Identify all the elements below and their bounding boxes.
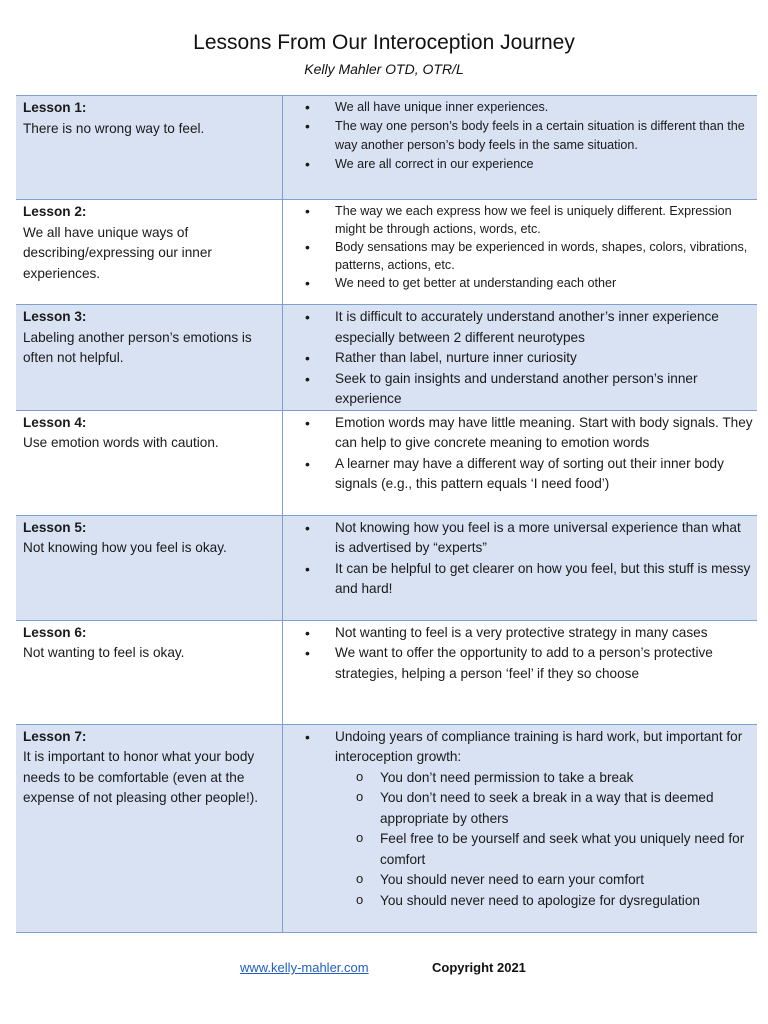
- lessons-table: [16, 95, 757, 933]
- lesson-text: Not wanting to feel is okay.: [23, 645, 185, 660]
- lesson-subpoint: o Feel free to be yourself and seek what you uniquely need for comfort: [380, 829, 753, 870]
- lesson-subpoint: o You should never need to apologize for dysregulation: [380, 891, 753, 912]
- lesson-label: Lesson 4:: [23, 414, 87, 430]
- lesson-row-5: [16, 515, 757, 620]
- lesson-points-cell: [283, 724, 758, 932]
- lesson-cell: [16, 724, 283, 932]
- lesson-points-cell: [283, 515, 758, 620]
- lesson-row-4: [16, 410, 757, 515]
- lesson-points: [293, 98, 753, 174]
- lesson-text: It is important to honor what your body needs to be comfortable (even at the expense of not pleasing other people!).: [23, 749, 259, 805]
- lesson-subpoint: o You don’t need to seek a break in a way that is deemed appropriate by others: [380, 788, 753, 829]
- lesson-row-3: [16, 305, 757, 411]
- lesson-text: Not knowing how you feel is okay.: [23, 540, 227, 555]
- lesson-text: Use emotion words with caution.: [23, 435, 219, 450]
- lesson-label: Lesson 2:: [23, 204, 87, 219]
- lesson-points: [293, 202, 753, 292]
- lesson-point: • The way we each express how we feel is uniquely different. Expression might be through actions, words, etc.: [335, 202, 753, 238]
- lesson-row-7: [16, 724, 757, 932]
- lesson-points: [293, 623, 753, 685]
- lesson-points-cell: [283, 96, 758, 200]
- lesson-subpoint: o You should never need to earn your comfort: [380, 870, 753, 891]
- lesson-label: Lesson 6:: [23, 624, 87, 640]
- copyright-text: Copyright 2021: [432, 960, 526, 975]
- lesson-points: [293, 413, 753, 495]
- lesson-cell: [16, 410, 283, 515]
- lesson-cell: [16, 620, 283, 724]
- lesson-cell: [16, 305, 283, 411]
- lesson-point: • Not knowing how you feel is a more universal experience than what is advertised by “experts”: [335, 518, 753, 559]
- lesson-label: Lesson 5:: [23, 519, 87, 535]
- lesson-point: • It is difficult to accurately understand another’s inner experience especially between 2 different neurotypes: [335, 307, 753, 348]
- lesson-text: Labeling another person’s emotions is often not helpful.: [23, 329, 252, 365]
- lesson-label: Lesson 7:: [23, 728, 87, 744]
- lesson-row-2: [16, 200, 757, 305]
- lesson-cell: [16, 96, 283, 200]
- lesson-point-text: Undoing years of compliance training is hard work, but important for interoception growth:: [335, 728, 743, 764]
- lesson-points: [293, 518, 753, 600]
- lesson-point: • We want to offer the opportunity to add to a person’s protective strategies, helping a person ‘feel’ if they so choose: [335, 643, 753, 684]
- lesson-points: [293, 727, 753, 912]
- lesson-points-cell: [283, 410, 758, 515]
- lesson-point: • We are all correct in our experience: [335, 155, 753, 174]
- lesson-points-cell: [283, 620, 758, 724]
- lesson-text: There is no wrong way to feel.: [23, 120, 205, 136]
- lesson-points-cell: [283, 305, 758, 411]
- lesson-point: • Body sensations may be experienced in words, shapes, colors, vibrations, patterns, actions, etc.: [335, 238, 753, 274]
- lesson-point: • Emotion words may have little meaning. Start with body signals. They can help to give concrete meaning to emotion words: [335, 413, 753, 454]
- lesson-point: • Seek to gain insights and understand another person’s inner experience: [335, 369, 753, 410]
- lesson-label: Lesson 3:: [23, 309, 87, 324]
- lesson-point: • Not wanting to feel is a very protective strategy in many cases: [335, 623, 753, 644]
- lesson-cell: [16, 515, 283, 620]
- lesson-points: [293, 307, 753, 410]
- lesson-row-6: [16, 620, 757, 724]
- lesson-point: • The way one person’s body feels in a certain situation is different than the way another person’s body feels in the same situation.: [335, 117, 753, 155]
- lesson-subpoints: [335, 768, 753, 912]
- lesson-point: • We need to get better at understanding each other: [335, 274, 753, 292]
- lesson-cell: [16, 200, 283, 305]
- lesson-point: • We all have unique inner experiences.: [335, 98, 753, 117]
- lesson-point: • A learner may have a different way of sorting out their inner body signals (e.g., this pattern equals ‘I need food’): [335, 454, 753, 495]
- lesson-point: [335, 727, 753, 912]
- lesson-point: • Rather than label, nurture inner curiosity: [335, 348, 753, 369]
- lesson-subpoint: o You don’t need permission to take a break: [380, 768, 753, 789]
- lesson-point: • It can be helpful to get clearer on how you feel, but this stuff is messy and hard!: [335, 559, 753, 600]
- lesson-row-1: [16, 96, 757, 200]
- lesson-points-cell: [283, 200, 758, 305]
- lesson-label: Lesson 1:: [23, 100, 87, 115]
- website-link[interactable]: www.kelly-mahler.com: [240, 960, 369, 975]
- lesson-text: We all have unique ways of describing/expressing our inner experiences.: [23, 224, 212, 281]
- document-title: Lessons From Our Interoception Journey: [193, 31, 575, 54]
- document-author: Kelly Mahler OTD, OTR/L: [304, 61, 464, 77]
